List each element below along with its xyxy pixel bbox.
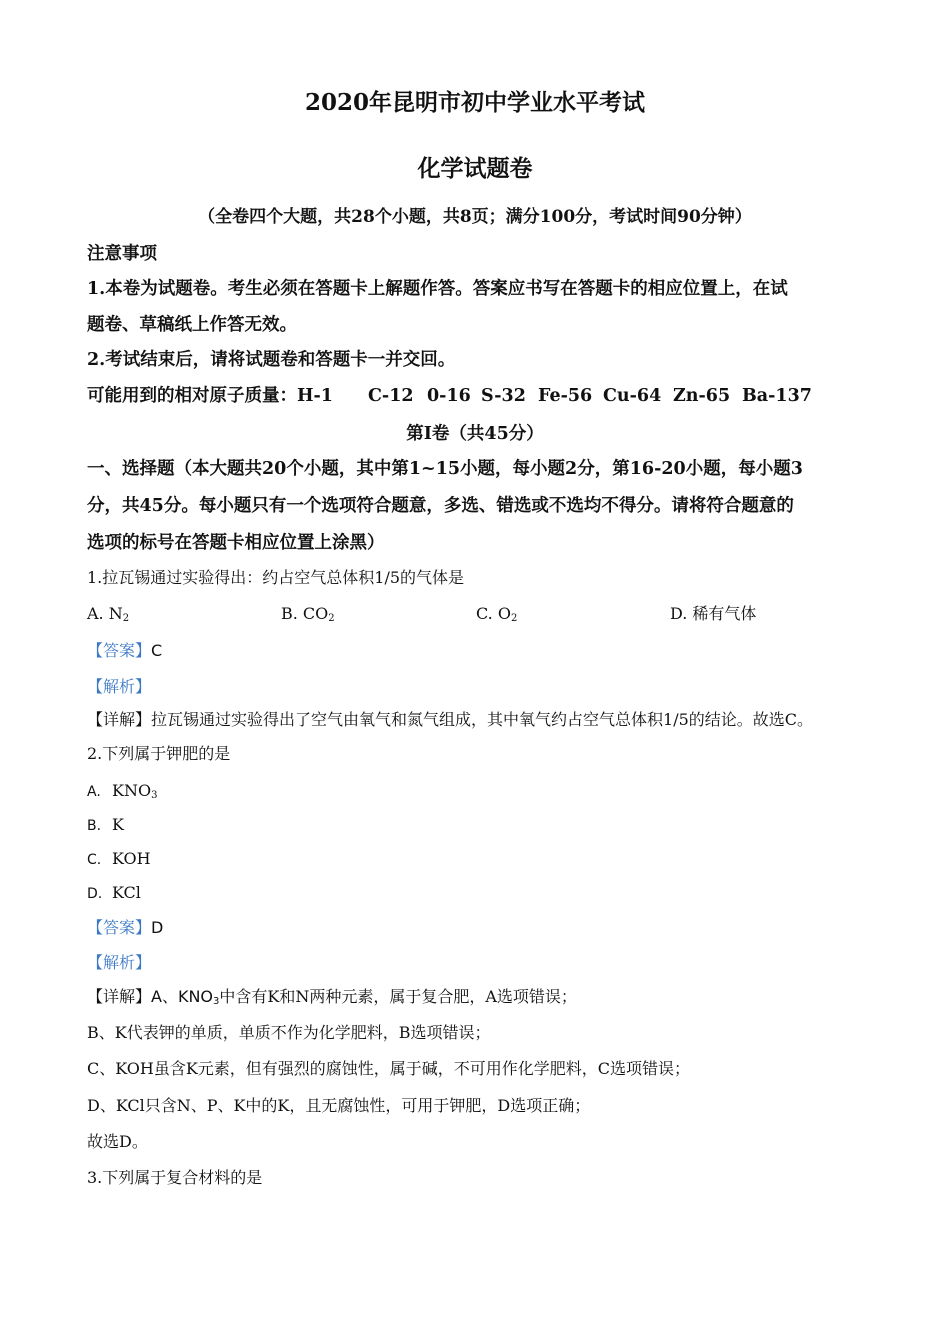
q1-option-d: D. 稀有气体 (670, 604, 757, 623)
atomic-mass-line (87, 385, 812, 407)
q2-option-d: D. KCl (87, 883, 141, 902)
part-heading: 第Ⅰ卷（共45分） (406, 424, 544, 444)
atomic-mass-zn: Zn-65 (673, 386, 731, 406)
q1-answer-value: C (151, 641, 163, 660)
q1-option-c: C. $O_2$ (476, 604, 518, 624)
q2-detail-d: D、KCl只含N、P、K中的K，且无腐蚀性，可用于钾肥，D选项正确； (87, 1096, 591, 1115)
atomic-mass-s: S-32 (481, 386, 526, 406)
q2-conclusion: 故选D。 (87, 1132, 148, 1151)
q2-analysis-label: 【解析】 (87, 953, 152, 972)
atomic-mass-cu: Cu-64 (603, 386, 662, 406)
q2-answer-value: D (151, 918, 164, 937)
q1-detail-label: 【详解】 (87, 710, 152, 729)
notice-item-2: 2.考试结束后，请将试题卷和答题卡一并交回。 (87, 350, 456, 370)
atomic-mass-fe: Fe-56 (538, 386, 593, 406)
q2-detail-c: C、KOH虽含K元素，但有强烈的腐蚀性，属于碱，不可用作化学肥料，C选项错误； (87, 1059, 691, 1078)
q2-option-b: B. K (87, 815, 124, 834)
q2-option-c: C. KOH (87, 849, 151, 868)
exam-subtitle: 化学试题卷 (417, 155, 533, 182)
atomic-mass-o: 0-16 (427, 386, 471, 406)
q2-detail-a: 【详解】A、$KNO_3$中含有K和N两种元素，属于复合肥，A选项错误； (87, 987, 577, 1007)
exam-title: 2020年昆明市初中学业水平考试 (304, 89, 645, 116)
q2-detail-b: B、K代表钾的单质，单质不作为化学肥料，B选项错误； (87, 1023, 491, 1042)
q2-option-a: A. $KNO_3$ (87, 781, 158, 801)
section-desc-c: 选项的标号在答题卡相应位置上涂黑） (87, 533, 385, 553)
q1-answer-label: 【答案】 (87, 641, 152, 660)
q1-detail-text: 拉瓦锡通过实验得出了空气由氧气和氮气组成，其中氧气约占空气总体积1/5的结论。故选C。 (151, 710, 814, 729)
exam-info: （全卷四个大题，共28个小题，共8页；满分100分，考试时间90分钟） (198, 207, 752, 227)
atomic-mass-h: H-1 (297, 386, 333, 406)
q1-option-a: A. $N_2$ (87, 604, 130, 624)
notice-item-1b: 题卷、草稿纸上作答无效。 (87, 315, 297, 335)
q1-answer (87, 640, 162, 662)
atomic-mass-label: 可能用到的相对原子质量： (87, 386, 297, 406)
q2-answer (87, 917, 163, 939)
section-desc-a: 一、选择题（本大题共20个小题，其中第1~15小题，每小题2分，第16-20小题，每小题3 (87, 459, 803, 479)
q1-option-b: B. $CO_2$ (281, 604, 335, 624)
section-desc-b: 分，共45分。每小题只有一个选项符合题意，多选、错选或不选均不得分。请将符合题意的 (87, 496, 794, 516)
atomic-mass-c: C-12 (368, 386, 414, 406)
q3-stem: 3.下列属于复合材料的是 (87, 1168, 263, 1187)
notice-item-1a: 1.本卷为试题卷。考生必须在答题卡上解题作答。答案应书写在答题卡的相应位置上，在试 (87, 279, 788, 299)
q2-stem: 2.下列属于钾肥的是 (87, 744, 231, 763)
q1-analysis-label: 【解析】 (87, 677, 152, 696)
q1-stem: 1.拉瓦锡通过实验得出：约占空气总体积1/5的气体是 (87, 568, 465, 587)
q1-detail (87, 709, 813, 731)
notice-heading: 注意事项 (87, 244, 157, 264)
atomic-mass-ba: Ba-137 (742, 386, 812, 406)
q2-answer-label: 【答案】 (87, 918, 152, 937)
